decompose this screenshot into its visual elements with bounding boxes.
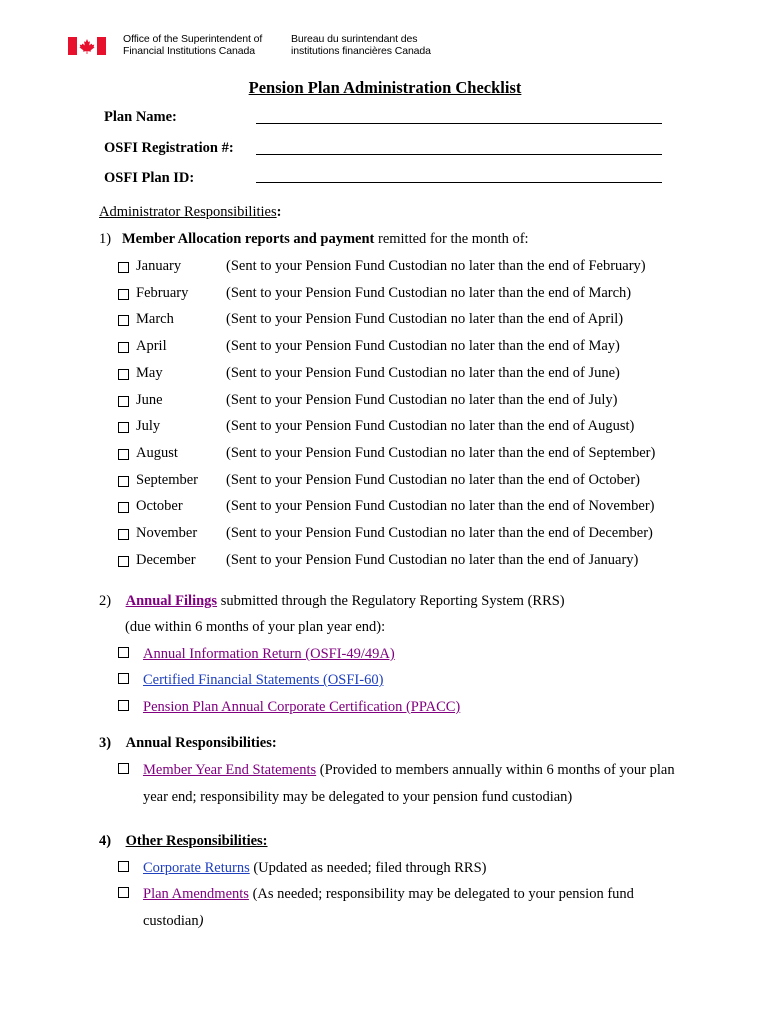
section2-heading bbox=[99, 593, 565, 610]
month-name: August bbox=[136, 444, 178, 461]
month-name: March bbox=[136, 311, 174, 328]
certified-financial-statements-link[interactable]: Certified Financial Statements (OSFI-60) bbox=[143, 672, 384, 688]
checkbox[interactable] bbox=[118, 763, 129, 774]
checkbox[interactable] bbox=[118, 861, 129, 872]
checkbox[interactable] bbox=[118, 289, 129, 300]
plan-name-field[interactable] bbox=[256, 123, 662, 124]
month-deadline-note: (Sent to your Pension Fund Custodian no later than the end of December) bbox=[226, 525, 653, 541]
month-deadline-note: (Sent to your Pension Fund Custodian no later than the end of January) bbox=[226, 551, 639, 568]
plan-amendments-note: (As needed; responsibility may be delegated to your pension fund bbox=[252, 886, 634, 902]
month-name: October bbox=[136, 498, 183, 515]
section1-heading bbox=[99, 231, 529, 248]
org-fr-line2: institutions financières Canada bbox=[291, 44, 431, 57]
checkbox[interactable] bbox=[118, 502, 129, 513]
checkbox[interactable] bbox=[118, 887, 129, 898]
month-deadline-note: (Sent to your Pension Fund Custodian no later than the end of April) bbox=[226, 311, 624, 328]
ppacc-link[interactable]: Pension Plan Annual Corporate Certification (PPACC) bbox=[143, 699, 461, 715]
canada-flag-logo bbox=[68, 37, 106, 55]
checkbox[interactable] bbox=[118, 342, 129, 353]
checkbox[interactable] bbox=[118, 673, 129, 684]
checkbox[interactable] bbox=[118, 476, 129, 487]
section4-title: Other Responsibilities: bbox=[125, 833, 268, 849]
section3-line2: year end; responsibility may be delegated to your pension fund custodian) bbox=[143, 789, 573, 805]
member-year-end-statements-link[interactable]: Member Year End Statements bbox=[143, 762, 317, 778]
registration-field[interactable] bbox=[256, 154, 662, 155]
registration-label: OSFI Registration #: bbox=[104, 140, 234, 156]
month-name: December bbox=[136, 551, 196, 568]
checkbox[interactable] bbox=[118, 315, 129, 326]
annual-filings-link[interactable]: Annual Filings bbox=[125, 593, 218, 609]
section2-rest: submitted through the Regulatory Reporting System (RRS) bbox=[220, 593, 565, 609]
month-deadline-note: (Sent to your Pension Fund Custodian no later than the end of November) bbox=[226, 498, 655, 515]
section4-item-1 bbox=[118, 860, 487, 877]
month-deadline-note: (Sent to your Pension Fund Custodian no later than the end of July) bbox=[226, 391, 618, 408]
section4-item2-line2 bbox=[143, 913, 203, 930]
checkbox[interactable] bbox=[118, 647, 129, 658]
section2-number: 2) bbox=[99, 593, 112, 609]
org-name-french bbox=[291, 34, 431, 57]
admin-heading bbox=[99, 204, 281, 221]
plan-amendments-link[interactable]: Plan Amendments bbox=[143, 886, 249, 902]
month-name: November bbox=[136, 525, 198, 541]
month-name: February bbox=[136, 284, 189, 301]
org-fr-line1: Bureau du surintendant des bbox=[291, 33, 418, 45]
section4-heading bbox=[99, 833, 268, 850]
custodian-text: custodian bbox=[143, 913, 199, 929]
section3-number: 3) bbox=[99, 735, 112, 751]
section3-rest: (Provided to members annually within 6 months of your plan bbox=[319, 762, 675, 778]
admin-heading-text: Administrator Responsibilities bbox=[99, 204, 277, 220]
month-name: September bbox=[136, 471, 199, 488]
page-title: Pension Plan Administration Checklist bbox=[248, 78, 522, 97]
plan-name-label: Plan Name: bbox=[104, 109, 177, 125]
month-name: May bbox=[136, 364, 163, 381]
month-deadline-note: (Sent to your Pension Fund Custodian no later than the end of September) bbox=[226, 444, 656, 461]
month-deadline-note: (Sent to your Pension Fund Custodian no later than the end of May) bbox=[226, 338, 620, 355]
section4-number: 4) bbox=[99, 833, 112, 849]
annual-information-return-link[interactable]: Annual Information Return (OSFI-49/49A) bbox=[143, 646, 395, 662]
admin-heading-colon: : bbox=[276, 204, 282, 220]
month-name: June bbox=[136, 391, 163, 408]
closing-paren: ) bbox=[198, 913, 204, 929]
checkbox[interactable] bbox=[118, 422, 129, 433]
org-en-line1: Office of the Superintendent of bbox=[123, 33, 263, 45]
month-deadline-note: (Sent to your Pension Fund Custodian no later than the end of February) bbox=[226, 258, 646, 274]
checkbox[interactable] bbox=[118, 262, 129, 273]
checkbox[interactable] bbox=[118, 529, 129, 540]
section1-bold: Member Allocation reports and payment bbox=[121, 231, 375, 247]
section3-title: Annual Responsibilities: bbox=[125, 735, 277, 751]
filing-item-1 bbox=[118, 646, 395, 663]
org-en-line2: Financial Institutions Canada bbox=[123, 44, 255, 57]
section3-item bbox=[118, 762, 675, 779]
month-deadline-note: (Sent to your Pension Fund Custodian no later than the end of March) bbox=[226, 284, 632, 301]
filing-item-2 bbox=[118, 672, 384, 689]
section2-subline: (due within 6 months of your plan year end): bbox=[125, 619, 386, 635]
section4-item-2 bbox=[118, 886, 634, 903]
checkbox[interactable] bbox=[118, 449, 129, 460]
checkbox[interactable] bbox=[118, 556, 129, 567]
org-name-english bbox=[123, 34, 262, 57]
month-name: January bbox=[136, 258, 182, 274]
checkbox[interactable] bbox=[118, 700, 129, 711]
month-deadline-note: (Sent to your Pension Fund Custodian no later than the end of August) bbox=[226, 418, 635, 435]
section1-rest: remitted for the month of: bbox=[377, 231, 529, 247]
month-name: July bbox=[136, 418, 161, 435]
corporate-returns-note: (Updated as needed; filed through RRS) bbox=[253, 860, 487, 876]
month-deadline-note: (Sent to your Pension Fund Custodian no later than the end of June) bbox=[226, 364, 620, 381]
plan-id-field[interactable] bbox=[256, 182, 662, 183]
plan-id-label: OSFI Plan ID: bbox=[104, 170, 195, 186]
section3-heading bbox=[99, 735, 277, 752]
checkbox[interactable] bbox=[118, 396, 129, 407]
section1-number: 1) bbox=[99, 231, 112, 247]
month-name: April bbox=[136, 338, 167, 355]
checkbox[interactable] bbox=[118, 369, 129, 380]
month-deadline-note: (Sent to your Pension Fund Custodian no later than the end of October) bbox=[226, 471, 640, 488]
filing-item-3 bbox=[118, 699, 461, 716]
corporate-returns-link[interactable]: Corporate Returns bbox=[143, 860, 250, 876]
